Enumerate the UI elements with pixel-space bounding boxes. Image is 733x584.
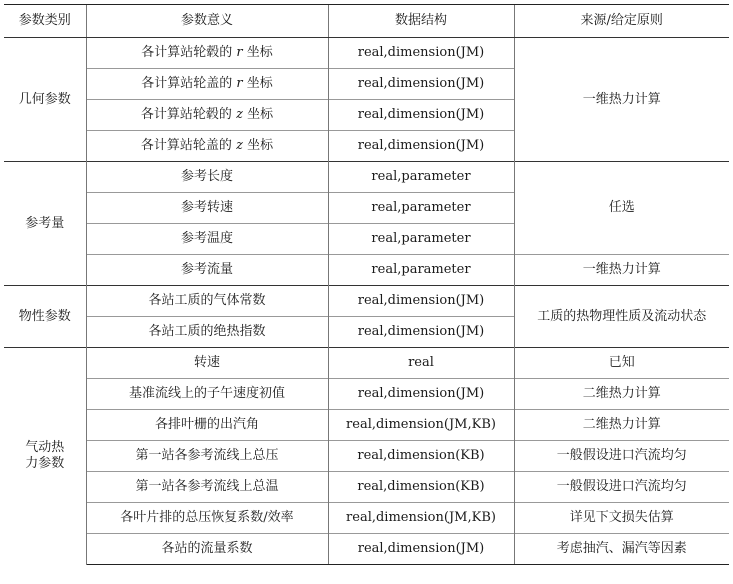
source-cell: 已知: [514, 348, 729, 379]
category-cell: 几何参数: [4, 38, 86, 162]
source-cell: 任选: [514, 162, 729, 255]
source-cell: 二维热力计算: [514, 379, 729, 410]
meaning-cell: 各计算站轮盖的 z 坐标: [86, 131, 328, 162]
category-line: 气动热: [25, 440, 65, 456]
source-cell: 考虑抽汽、漏汽等因素: [514, 534, 729, 565]
structure-cell: real,dimension(JM): [328, 379, 514, 410]
category-cell: 参考量: [4, 162, 86, 286]
meaning-cell: 参考长度: [86, 162, 328, 193]
structure-cell: real,dimension(JM): [328, 69, 514, 100]
source-cell: 详见下文损失估算: [514, 503, 729, 534]
table-row: [4, 38, 729, 69]
meaning-cell: 参考流量: [86, 255, 328, 286]
structure-cell: real,dimension(JM): [328, 38, 514, 69]
table-row: [4, 255, 729, 286]
table-row: [4, 441, 729, 472]
meaning-cell: 各计算站轮毂的 r 坐标: [86, 38, 328, 69]
structure-cell: real,dimension(JM): [328, 100, 514, 131]
header-category: 参数类别: [4, 5, 86, 38]
category-cell: [4, 348, 86, 565]
meaning-cell: 各计算站轮毂的 z 坐标: [86, 100, 328, 131]
table-row: [4, 410, 729, 441]
source-cell: 工质的热物理性质及流动状态: [514, 286, 729, 348]
source-cell: 一般假设进口汽流均匀: [514, 441, 729, 472]
structure-cell: real,dimension(KB): [328, 472, 514, 503]
structure-cell: real,dimension(JM,KB): [328, 410, 514, 441]
table-row: [4, 503, 729, 534]
category-cell: 物性参数: [4, 286, 86, 348]
structure-cell: real: [328, 348, 514, 379]
structure-cell: real,dimension(JM): [328, 317, 514, 348]
source-cell: 二维热力计算: [514, 410, 729, 441]
parameter-table-container: [4, 4, 729, 580]
structure-cell: real,parameter: [328, 162, 514, 193]
header-source: 来源/给定原则: [514, 5, 729, 38]
source-cell: 一般假设进口汽流均匀: [514, 472, 729, 503]
meaning-cell: 各站工质的绝热指数: [86, 317, 328, 348]
meaning-cell: 各站的流量系数: [86, 534, 328, 565]
source-cell: 一维热力计算: [514, 38, 729, 162]
category-line: 力参数: [25, 456, 65, 472]
header-structure: 数据结构: [328, 5, 514, 38]
parameter-table: [4, 4, 729, 565]
header-meaning: 参数意义: [86, 5, 328, 38]
meaning-cell: 各排叶栅的出汽角: [86, 410, 328, 441]
meaning-cell: 参考转速: [86, 193, 328, 224]
structure-cell: real,parameter: [328, 224, 514, 255]
structure-cell: real,dimension(JM): [328, 131, 514, 162]
meaning-cell: 转速: [86, 348, 328, 379]
meaning-cell: 各叶片排的总压恢复系数/效率: [86, 503, 328, 534]
structure-cell: real,parameter: [328, 193, 514, 224]
table-row: [4, 348, 729, 379]
structure-cell: real,dimension(JM,KB): [328, 503, 514, 534]
structure-cell: real,parameter: [328, 255, 514, 286]
structure-cell: real,dimension(JM): [328, 286, 514, 317]
structure-cell: real,dimension(KB): [328, 441, 514, 472]
meaning-cell: 各站工质的气体常数: [86, 286, 328, 317]
meaning-cell: 第一站各参考流线上总压: [86, 441, 328, 472]
table-row: [4, 162, 729, 193]
header-row: [4, 5, 729, 38]
meaning-cell: 各计算站轮盖的 r 坐标: [86, 69, 328, 100]
meaning-cell: 第一站各参考流线上总温: [86, 472, 328, 503]
meaning-cell: 参考温度: [86, 224, 328, 255]
table-row: [4, 472, 729, 503]
source-cell: 一维热力计算: [514, 255, 729, 286]
table-row: [4, 286, 729, 317]
meaning-cell: 基准流线上的子午速度初值: [86, 379, 328, 410]
structure-cell: real,dimension(JM): [328, 534, 514, 565]
table-row: [4, 379, 729, 410]
table-row: [4, 534, 729, 565]
